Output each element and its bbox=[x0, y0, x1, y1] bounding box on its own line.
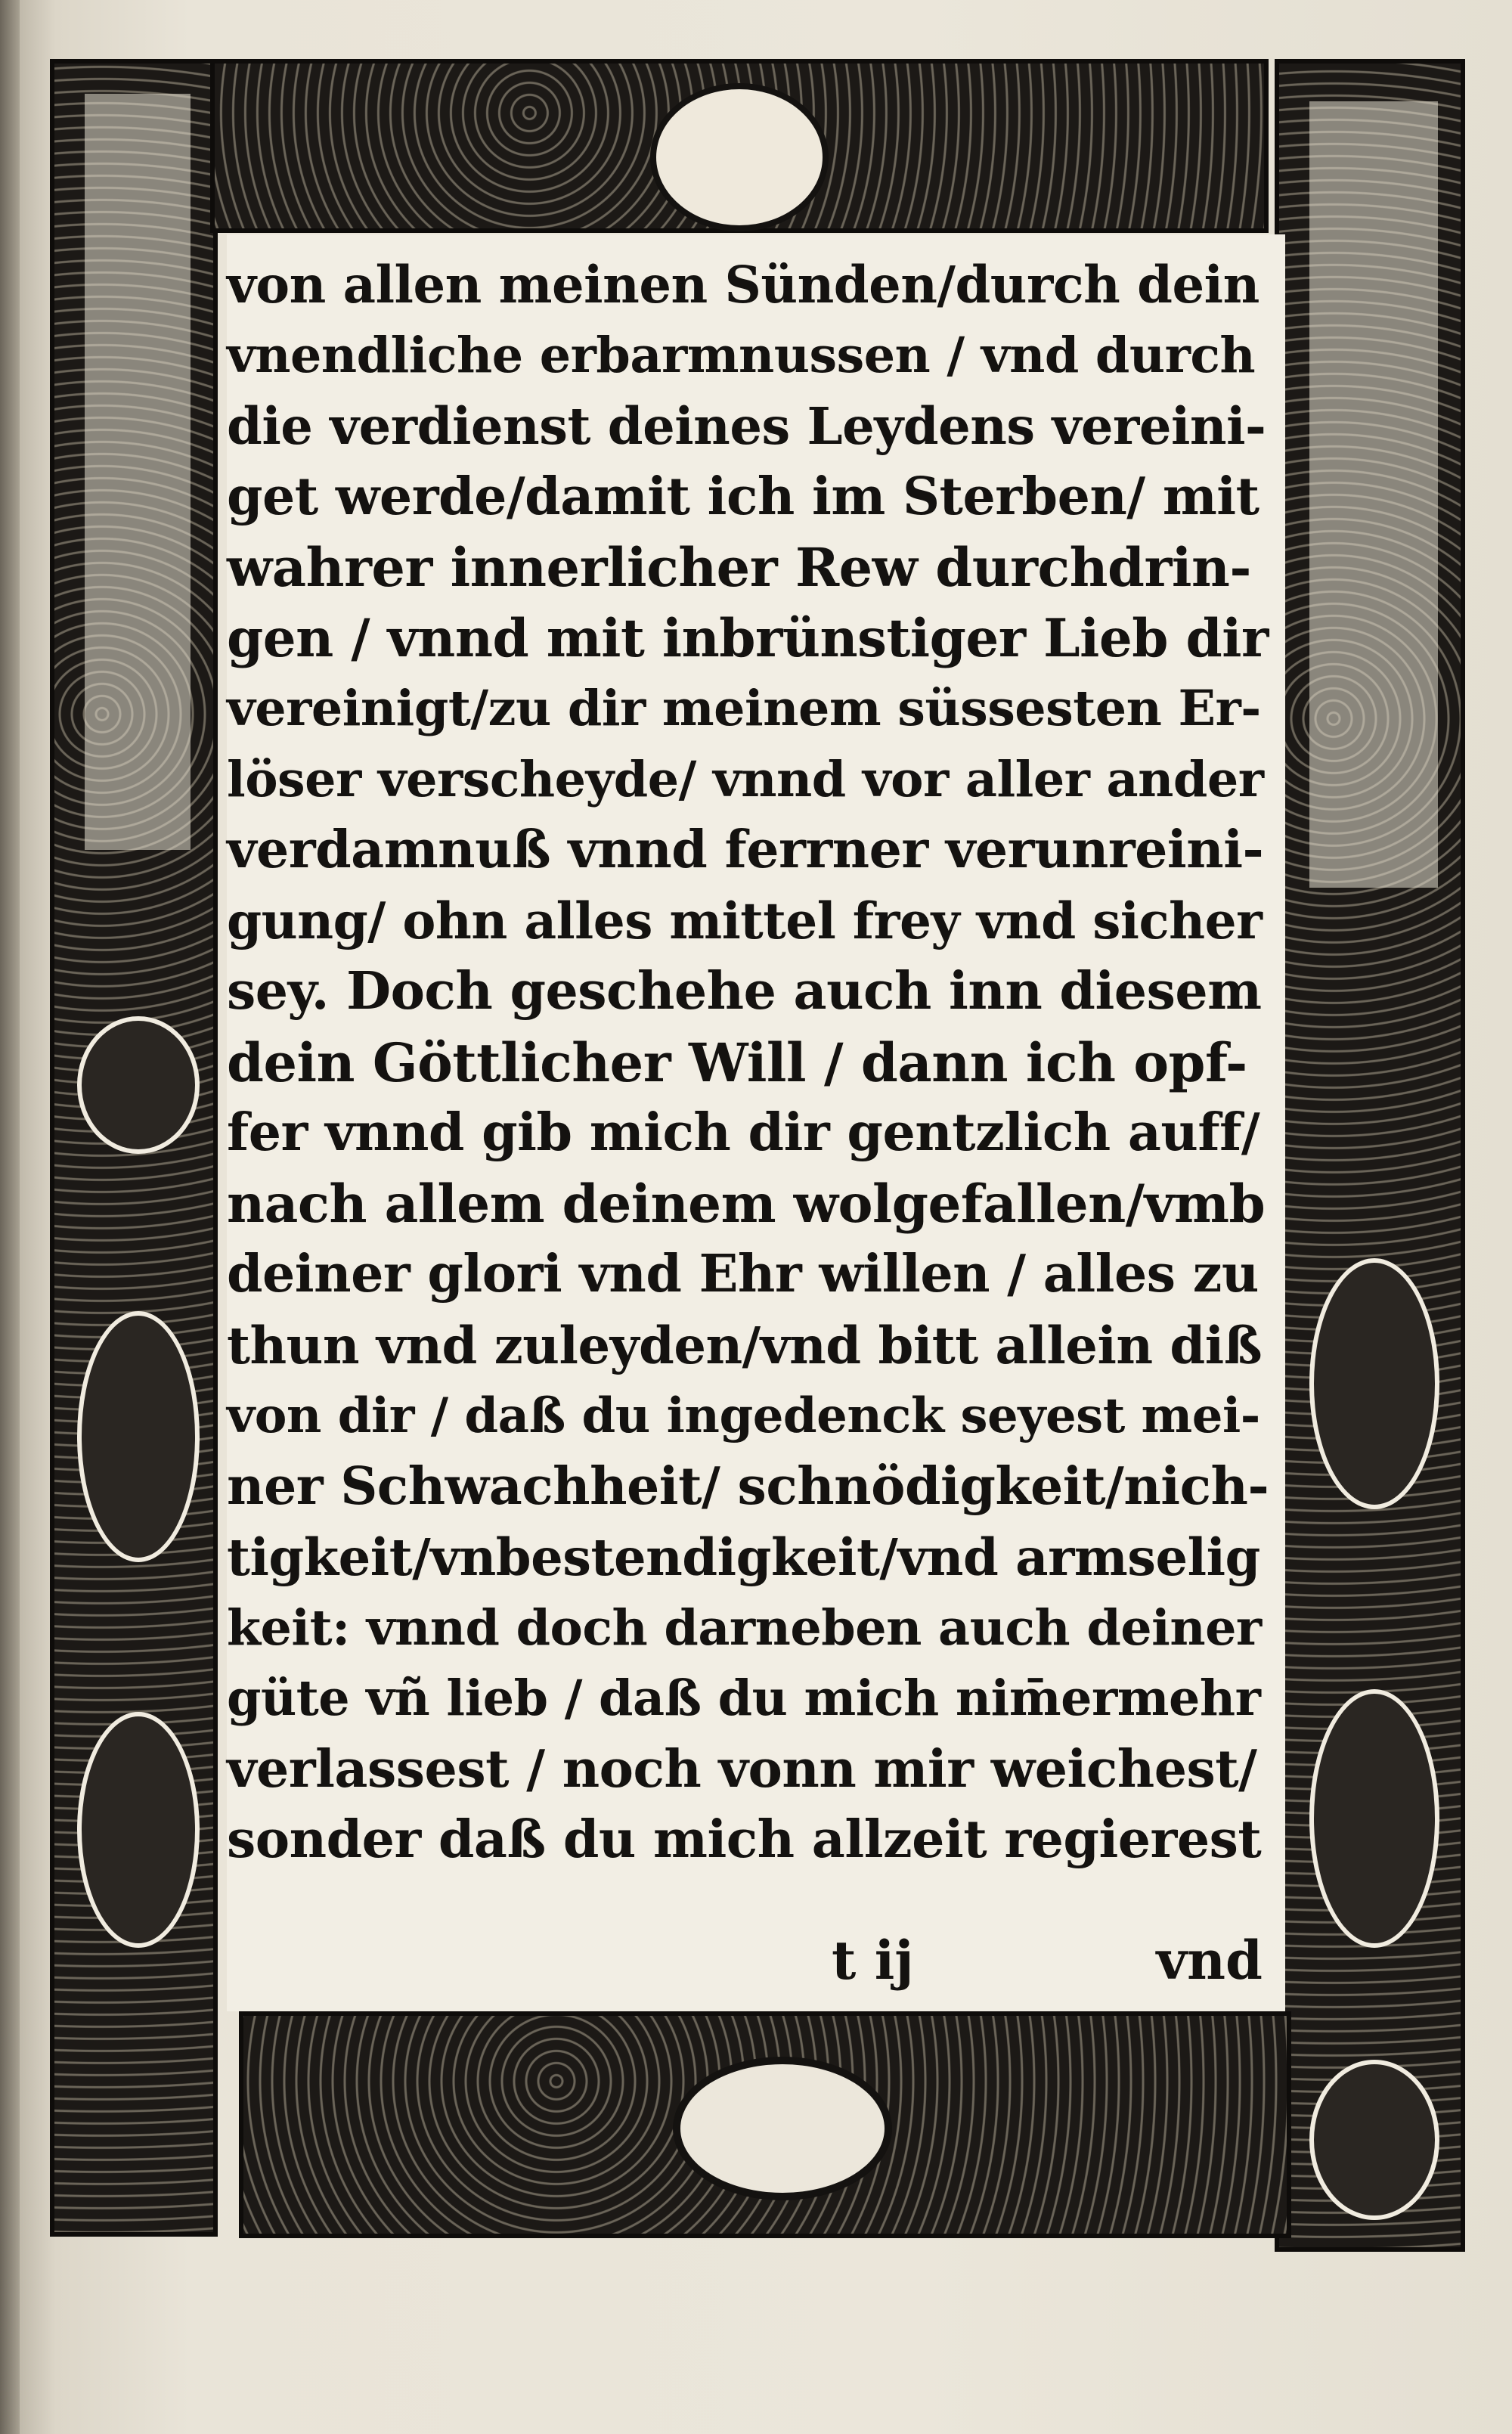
text-line: verdamnuß vnnd ferrner verunreini- bbox=[227, 820, 1264, 880]
text-line: gung/ ohn alles mittel frey vnd sicher bbox=[227, 891, 1263, 950]
book-gutter bbox=[0, 0, 20, 2434]
text-line: fer vnnd gib mich dir gentzlich auff/ bbox=[227, 1102, 1260, 1163]
sun-face-ornament bbox=[650, 83, 829, 231]
medallion-ornament bbox=[77, 1712, 200, 1948]
signature-mark: t ij bbox=[832, 1929, 914, 1992]
text-line: ner Schwachheit/ schnödigkeit/nich- bbox=[227, 1456, 1269, 1517]
text-line: tigkeit/vnbestendigkeit/vnd armselig bbox=[227, 1527, 1260, 1587]
text-line: die verdienst deines Leydens vereini- bbox=[227, 396, 1266, 456]
woodcut-border-left bbox=[50, 59, 218, 2237]
text-line: sonder daß du mich allzeit regierest bbox=[227, 1809, 1262, 1870]
text-line: sey. Doch geschehe auch inn diesem bbox=[227, 961, 1262, 1022]
text-line: keit: vnnd doch darneben auch deiner bbox=[227, 1598, 1262, 1657]
medallion-ornament bbox=[1309, 1258, 1439, 1509]
text-line: dein Göttlicher Will / dann ich opf- bbox=[227, 1031, 1247, 1094]
text-line: von dir / daß du ingedenck seyest mei- bbox=[227, 1388, 1260, 1444]
body-text bbox=[227, 250, 1270, 1876]
text-line: thun vnd zuleyden/vnd bitt allein diß bbox=[227, 1315, 1263, 1375]
signature-catchword-line bbox=[816, 1924, 1270, 1996]
text-line: verlassest / noch vonn mir weichest/ bbox=[227, 1738, 1257, 1800]
medallion-ornament bbox=[1309, 1689, 1439, 1948]
medallion-ornament bbox=[77, 1016, 200, 1154]
saint-figure-right bbox=[1309, 101, 1438, 888]
text-line: güte vñ lieb / daß du mich nim̄ermehr bbox=[227, 1670, 1261, 1727]
saint-figure-left bbox=[85, 94, 191, 850]
text-line: gen / vnnd mit inbrünstiger Lieb dir bbox=[227, 607, 1269, 669]
text-line: vereinigt/zu dir meinem süssesten Er- bbox=[227, 680, 1261, 737]
text-line: löser verscheyde/ vnnd vor aller ander bbox=[227, 750, 1264, 808]
medallion-ornament bbox=[77, 1311, 200, 1562]
text-line: get werde/damit ich im Sterben/ mit bbox=[227, 466, 1259, 527]
text-line: deiner glori vnd Ehr willen / alles zu bbox=[227, 1244, 1259, 1304]
oval-cartouche bbox=[673, 2057, 892, 2200]
woodcut-border-right bbox=[1275, 59, 1465, 2252]
text-line: vnendliche erbarmnussen / vnd durch bbox=[227, 326, 1256, 384]
text-line: nach allem deinem wolgefallen/vmb bbox=[227, 1173, 1266, 1235]
text-line: von allen meinen Sünden/durch dein bbox=[227, 255, 1259, 315]
text-line: wahrer innerlicher Rew durchdrin- bbox=[227, 536, 1251, 599]
medallion-ornament bbox=[1309, 2060, 1439, 2220]
catchword: vnd bbox=[1156, 1929, 1263, 1992]
